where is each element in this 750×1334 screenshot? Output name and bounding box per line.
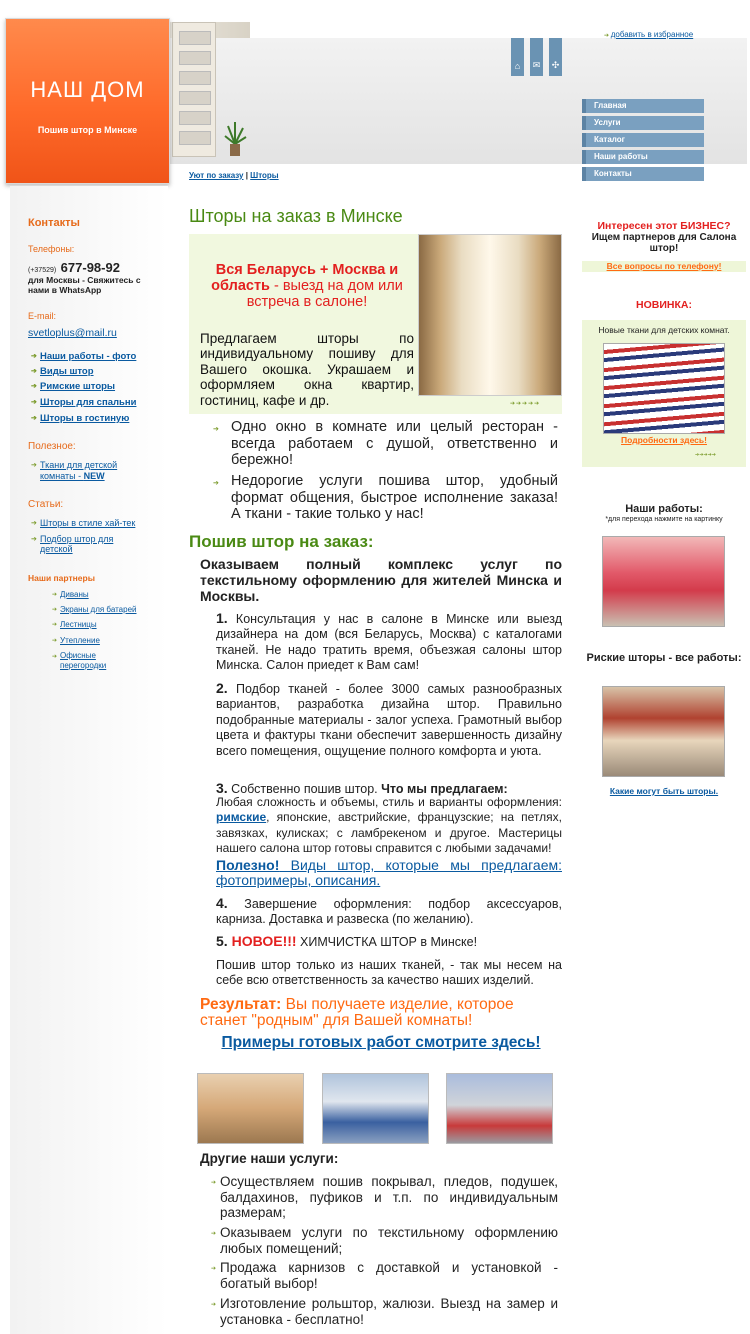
partner-insulation[interactable]: ➔ Утепление: [60, 636, 100, 645]
step-3-num: 3.: [216, 780, 228, 796]
service-1: ➔ Осуществляем пошив покрывал, пледов, подушек, балдахинов, пуфиков и т.п. по индивидуальным размерам;: [220, 1174, 558, 1221]
roman-title: Риские шторы - все работы:: [586, 652, 742, 664]
link-bedroom-curtains[interactable]: ➔ Шторы для спальни: [40, 397, 136, 408]
step-4-num: 4.: [216, 895, 228, 911]
phones-label: Телефоны:: [28, 244, 75, 254]
works-image[interactable]: [602, 536, 725, 627]
work-thumb-3[interactable]: [446, 1073, 553, 1144]
works-hint: *для перехода нажмите на картинку: [605, 516, 723, 523]
breadcrumb-current[interactable]: Шторы: [250, 171, 279, 180]
link-livingroom-curtains[interactable]: ➔ Шторы в гостиную: [40, 413, 129, 424]
articles-title: Статьи:: [28, 499, 64, 510]
home-icon[interactable]: ⌂: [511, 38, 524, 76]
article-kids[interactable]: ➔ Подбор штор для детской: [40, 534, 140, 554]
service-2: ➔ Оказываем услуги по текстильному оформлению любых помещений;: [220, 1225, 558, 1256]
useful-title: Полезное:: [28, 441, 76, 452]
step-4-text: Завершение оформления: подбор аксессуаров, карниза. Доставка и развеска (по желанию).: [216, 897, 562, 927]
business-title: Интересен этот БИЗНЕС?: [597, 220, 731, 232]
whatsapp-note: для Москвы - Свяжитесь с нами в WhatsApp: [28, 275, 141, 295]
step-1: [216, 611, 562, 674]
partner-radiator-screens[interactable]: ➔ Экраны для батарей: [60, 605, 137, 614]
top-navigation: [582, 99, 704, 184]
phone-prefix: (+37529): [28, 267, 57, 274]
bullet-one: ➔ Одно окно в комнате или целый ресторан - всегда работаем с душой, ответственно и бережно!: [231, 419, 558, 469]
useful-bold-link[interactable]: Полезно!: [216, 857, 280, 873]
business-subtitle: Ищем партнеров для Салона штор!: [591, 232, 737, 254]
offer-headline: [200, 262, 414, 310]
step-3-details: [216, 795, 562, 857]
step-5-num: 5.: [216, 933, 228, 949]
favorites-link[interactable]: добавить в избранное: [610, 30, 694, 39]
add-to-favorites[interactable]: [604, 30, 693, 39]
nav-services[interactable]: Услуги: [582, 116, 704, 130]
nav-catalog[interactable]: Каталог: [582, 133, 704, 147]
mail-icon[interactable]: ✉: [530, 38, 543, 76]
new-badge[interactable]: NEW: [83, 470, 105, 481]
intro-text: Оказываем полный комплекс услуг по текстильному оформлению для жителей Минска и Москвы.: [200, 556, 562, 604]
new-title: НОВИНКА:: [636, 299, 692, 311]
email-label: E-mail:: [28, 311, 57, 321]
partner-sofas[interactable]: ➔ Диваны: [60, 590, 89, 599]
step-3-text: Собственно пошив штор.: [227, 782, 382, 796]
nav-contacts[interactable]: Контакты: [582, 167, 704, 181]
step-3-bold: Что мы предлагаем:: [381, 782, 508, 796]
step-5: [216, 934, 562, 950]
step-1-text: Консультация у нас в салоне в Минске или выезд дизайнера на дом (вся Беларусь, Москва) с каталогами тканей. Не надо тратить время, объезжая салоны штор Минска. Салон приедет к Вам сам!: [216, 612, 562, 673]
breadcrumb-sep: |: [243, 171, 251, 180]
article-hitech[interactable]: ➔ Шторы в стиле хай-тек: [40, 518, 135, 528]
work-thumb-1[interactable]: [197, 1073, 304, 1144]
logo[interactable]: [5, 18, 170, 184]
useful-rest-link[interactable]: Виды штор, которые мы предлагаем: фотопримеры, описания.: [216, 857, 562, 888]
link-works-photo[interactable]: ➔ Наши работы - фото: [40, 351, 136, 362]
door-image: [172, 22, 216, 157]
step-3-more-1: Любая сложность и объемы, стиль и варианты оформления:: [216, 795, 562, 809]
phone-number[interactable]: 677-98-92: [60, 260, 120, 275]
intro-bold: Оказываем полный комплекс услуг по текстильному оформлению для жителей Минска и Москвы: [200, 556, 562, 604]
kids-fabrics-link[interactable]: Ткани для детской комнаты -: [40, 460, 118, 481]
nav-works[interactable]: Наши работы: [582, 150, 704, 164]
useful-note: [216, 858, 562, 888]
sitemap-icon[interactable]: ✣: [549, 38, 562, 76]
new-link-wrap: [582, 435, 746, 445]
service-3: ➔ Продажа карнизов с доставкой и установкой - богатый выбор!: [220, 1260, 558, 1291]
arrows-decor-icon: ➔➔➔➔➔: [510, 401, 541, 407]
curtain-photo: [418, 234, 562, 396]
link-curtain-types[interactable]: ➔ Виды штор: [40, 366, 94, 377]
result-bold: Результат:: [200, 996, 282, 1013]
breadcrumb: [189, 171, 279, 180]
curtain-types-link[interactable]: Какие могут быть шторы.: [609, 786, 719, 796]
arrows-decor-icon: ➔➔➔➔➔: [695, 452, 716, 458]
work-thumb-2[interactable]: [322, 1073, 429, 1144]
roman-link[interactable]: римские: [216, 810, 267, 825]
step-3-more-2: , японские, австрийские, французские; на петлях, завязках, кулисках; с ламбрекеном и другое. Мастерицы нашего салона штор готовы справится с любыми задачами!: [216, 810, 562, 856]
nav-home[interactable]: Главная: [582, 99, 704, 113]
examples-link[interactable]: Примеры готовых работ смотрите здесь!: [221, 1034, 541, 1051]
result-text: [200, 997, 562, 1029]
contacts-title: Контакты: [28, 217, 80, 229]
link-roman-curtains[interactable]: ➔ Римские шторы: [40, 381, 115, 392]
plant-image: [222, 120, 248, 158]
business-link[interactable]: Все вопросы по телефону!: [606, 261, 722, 271]
partners-title: Наши партнеры: [28, 573, 95, 583]
useful-link-item: [40, 460, 150, 481]
new-details-link[interactable]: Подробности здесь!: [621, 435, 707, 445]
arrow-icon: ➔: [604, 33, 611, 39]
offer-headline-bold: Вся Беларусь + Москва и область: [211, 262, 399, 294]
page-title: Шторы на заказ в Минске: [189, 206, 403, 226]
offer-headline-rest: - выезд на дом или встреча в салоне!: [246, 278, 403, 310]
offer-text: Предлагаем шторы по индивидуальному пошиву для Вашего окошка. Украшаем и оформляем окна квартир, гостиниц, кафе и др.: [200, 331, 414, 408]
result-rest: Вы получаете изделие, которое станет "родным" для Вашей комнаты!: [200, 996, 514, 1029]
logo-subtitle: Пошив штор в Минске: [37, 125, 138, 135]
email-link[interactable]: svetloplus@mail.ru: [28, 327, 117, 339]
service-4: ➔ Изготовление рольштор, жалюзи. Выезд на замер и установка - бесплатно!: [220, 1296, 558, 1327]
bullet-two: ➔ Недорогие услуги пошива штор, удобный формат общения, быстрое исполнение заказа! А ткани - такие только у нас!: [231, 473, 558, 523]
breadcrumb-home[interactable]: Уют по заказу: [189, 171, 244, 180]
step-5-text: ХИМЧИСТКА ШТОР в Минске!: [296, 935, 478, 949]
step-2: [216, 681, 562, 759]
partner-stairs[interactable]: ➔ Лестницы: [60, 620, 97, 629]
step-1-num: 1.: [216, 610, 228, 626]
roman-image[interactable]: [602, 686, 725, 777]
works-title: Наши работы:: [625, 503, 703, 515]
partner-partitions[interactable]: ➔ Офисные перегородки: [60, 651, 130, 671]
other-services-title: Другие наши услуги:: [200, 1151, 339, 1166]
section-title: Пошив штор на заказ:: [189, 532, 374, 551]
step-4: [216, 896, 562, 928]
step-2-num: 2.: [216, 680, 228, 696]
responsibility-text: Пошив штор только из наших тканей, - так мы несем на себе всю ответственность за качество наших изделий.: [216, 958, 562, 988]
logo-title: НАШ ДОМ: [30, 77, 145, 102]
new-text: Новые ткани для детских комнат.: [598, 325, 730, 335]
new-fabric-image[interactable]: [603, 343, 725, 434]
step-5-new: НОВОЕ!!!: [227, 933, 297, 949]
business-box: [582, 261, 746, 272]
step-2-text: Подбор тканей - более 3000 самых разнообразных вариантов, разработка дизайна штор. Правильно подобранные материалы - залог успеха. Грамотный выбор цвета и фактуры ткани обеспечит завершенность дизайну всего помещения, ощущение полного комфорта и уюта.: [216, 682, 562, 758]
